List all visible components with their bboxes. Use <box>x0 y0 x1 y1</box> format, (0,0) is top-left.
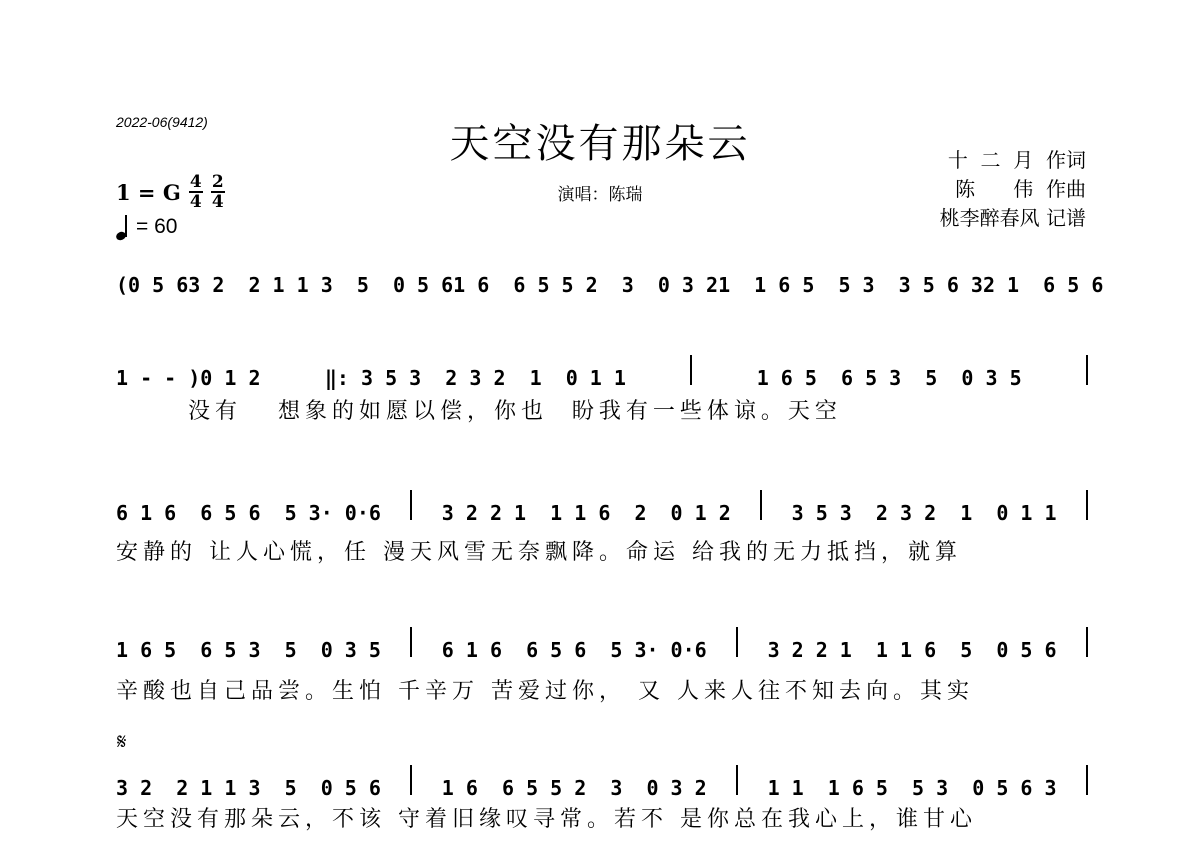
barline <box>1086 765 1088 795</box>
key-label: 1 = G <box>116 179 181 205</box>
song-title: 天空没有那朵云 <box>449 121 751 167</box>
time-signature-1-bottom: 4 <box>189 192 202 212</box>
time-signature-1 <box>189 174 203 210</box>
time-signature-2-bottom: 4 <box>211 192 224 212</box>
segno-symbol: 𝄋 <box>117 730 127 755</box>
measure: 3 2 2 1 1 3 5 0 5 6 <box>116 776 381 800</box>
lyricist-credit: 十 二 月 作词 <box>947 148 1086 172</box>
time-signature-2-top: 2 <box>211 172 224 192</box>
score-code: 2022-06(9412) <box>116 114 208 130</box>
time-signature-1-top: 4 <box>189 172 202 192</box>
measure: ‖: 3 5 3 2 3 2 1 0 1 1 <box>324 366 626 390</box>
measure: 3 2 2 1 1 1 6 5 0 5 6 <box>767 638 1057 662</box>
score-line-4 <box>116 627 1088 662</box>
barline <box>760 490 762 520</box>
barline <box>1086 355 1088 385</box>
measure: 1 6 6 5 5 2 3 0 3 2 <box>453 273 719 297</box>
lyrics-line-3: 安静的 让人心慌，任 漫天风雪无奈飘降。命运 给我的无力抵挡，就算 <box>116 540 962 565</box>
barline <box>410 490 412 520</box>
lyrics-line-4: 辛酸也自己品尝。生怕 千辛万 苦爱过你， 又 人来人往不知去向。其实 <box>116 679 974 704</box>
score-line-3 <box>116 490 1088 525</box>
lyrics-line-2: 没有 想象的如愿以偿，你也 盼我有一些体谅。天空 <box>116 399 842 424</box>
score-line-1 <box>116 262 1104 297</box>
measure: 1 - - )0 1 2 <box>116 366 261 390</box>
measure: 3 2 2 1 1 3 5 0 5 6 <box>188 273 454 297</box>
barline <box>690 355 692 385</box>
time-signature-2 <box>211 174 225 210</box>
measure: 3 2 2 1 1 1 6 2 0 1 2 <box>441 501 731 525</box>
barline <box>736 765 738 795</box>
lyrics-line-5: 天空没有那朵云，不该 守着旧缘叹寻常。若不 是你总在我心上，谁甘心 <box>116 807 977 832</box>
quarter-note-icon <box>116 214 130 240</box>
barline <box>736 627 738 657</box>
credits <box>940 146 1086 233</box>
key-signature <box>116 174 225 210</box>
score-line-5 <box>116 765 1088 800</box>
measure: 1 1 1 6 5 5 3 0 5 6 3 <box>767 776 1057 800</box>
measure: 3 5 3 2 3 2 1 0 1 1 <box>791 501 1057 525</box>
singer-label: 演唱：陈瑞 <box>557 185 643 205</box>
measure: 1 6 5 6 5 3 5 0 3 5 <box>756 366 1022 390</box>
barline <box>1086 490 1088 520</box>
measure: 1 6 6 5 5 2 3 0 3 2 <box>441 776 707 800</box>
measure: (0 5 6 <box>116 273 189 297</box>
measure: 1 1 6 5 5 3 3 5 6 3 <box>718 273 983 297</box>
barline <box>1086 627 1088 657</box>
measure: 6 1 6 6 5 6 5 3· 0·6 <box>116 501 381 525</box>
tempo-marking <box>116 214 177 240</box>
measure: 6 1 6 6 5 6 5 3· 0·6 <box>441 638 707 662</box>
tempo-label: = 60 <box>136 215 178 238</box>
barline <box>410 765 412 795</box>
barline <box>410 627 412 657</box>
transcriber-credit: 桃李醉春风 记谱 <box>939 206 1086 230</box>
measure: 2 1 6 5 6 <box>982 273 1104 297</box>
measure: 1 6 5 6 5 3 5 0 3 5 <box>116 638 381 662</box>
composer-credit: 陈 伟 作曲 <box>955 177 1086 201</box>
score-line-2 <box>116 355 1088 390</box>
